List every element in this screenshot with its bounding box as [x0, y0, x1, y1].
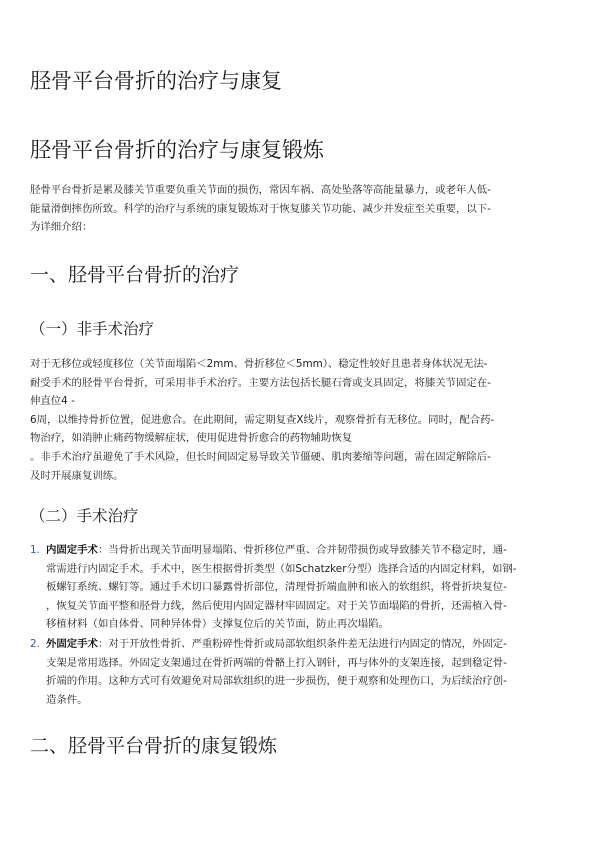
subsection-heading-nonsurgical: （一）非手术治疗 — [30, 320, 155, 338]
paragraph-line: 。非手术治疗虽避免了手术风险，但长时间固定易导致关节僵硬、肌肉萎缩等问题，需在固定解除后- — [30, 450, 491, 463]
list-line: 板螺钉系统、螺钉等。通过手术切口暴露骨折部位，清理骨折端血肿和嵌入的软组织，将骨折块复位- — [46, 581, 507, 594]
paragraph-line: 及时开展康复训练。 — [30, 469, 124, 482]
list-text: ：当骨折出现关节面明显塌陷、骨折移位严重、合并韧带损伤或导致膝关节不稳定时，通- — [97, 544, 507, 556]
paragraph-line: 物治疗，如消肿止痛药物缓解症状，使用促进骨折愈合的药物辅助恢复 — [30, 432, 353, 445]
nonsurgical-paragraph — [30, 355, 570, 485]
list-line: 常需进行内固定手术。手术中，医生根据骨折类型（如Schatzker分型）选择合适的内固定材料，如钢- — [46, 562, 517, 575]
list-number: 2. — [30, 638, 40, 650]
section-heading-rehabilitation: 二、胫骨平台骨折的康复锻炼 — [30, 735, 278, 757]
intro-line: 能量滑倒摔伤所致。科学的治疗与系统的康复锻炼对于恢复膝关节功能、减少并发症至关重要，以下- — [30, 202, 491, 215]
paragraph-line: 伸直位4 - — [30, 395, 75, 408]
paragraph-line: 对于无移位或轻度移位（关节面塌陷＜2mm、骨折移位＜5mm）、稳定性较好且患者身体状况无法- — [30, 358, 488, 370]
list-line — [46, 541, 576, 560]
list-term: 内固定手术 — [46, 544, 98, 556]
paragraph-line: 6周，以维持骨折位置，促进愈合。在此期间，需定期复查X线片，观察骨折有无移位。同时，配合药- — [30, 413, 495, 426]
list-text: ：对于开放性骨折、严重粉碎性骨折或局部软组织条件差无法进行内固定的情况，外固定- — [97, 638, 507, 650]
intro-paragraph — [30, 181, 570, 237]
list-term: 外固定手术 — [46, 638, 98, 650]
subsection-heading-surgical: （二）手术治疗 — [30, 507, 139, 525]
list-line: 移植材料（如自体骨、同种异体骨）支撑复位后的关节面，防止再次塌陷。 — [46, 618, 389, 631]
article-title: 胫骨平台骨折的治疗与康复锻炼 — [30, 138, 324, 162]
section-heading-treatment: 一、胫骨平台骨折的治疗 — [30, 264, 240, 286]
document-title: 胫骨平台骨折的治疗与康复 — [30, 69, 282, 93]
intro-line: 为详细介绍： — [30, 221, 93, 234]
intro-line: 胫骨平台骨折是累及膝关节重要负重关节面的损伤，常因车祸、高处坠落等高能量暴力，或老年人低- — [30, 184, 491, 196]
list-line: 造条件。 — [46, 693, 88, 706]
list-line: 折端的作用。这种方式可有效避免对局部软组织的进一步损伤，便于观察和处理伤口，为后续治疗创- — [46, 675, 507, 688]
list-line — [46, 635, 576, 654]
paragraph-line: 耐受手术的胫骨平台骨折，可采用非手术治疗。主要方法包括长腿石膏或支具固定，将膝关节固定在- — [30, 376, 491, 389]
list-line: ，恢复关节面平整和胫骨力线，然后使用内固定器材牢固固定。对于关节面塌陷的骨折，还需植入骨- — [46, 599, 507, 612]
list-line: 支架是常用选择。外固定支架通过在骨折两端的骨骼上打入钢针，再与体外的支架连接，起到稳定骨- — [46, 656, 507, 669]
list-number: 1. — [30, 544, 40, 556]
